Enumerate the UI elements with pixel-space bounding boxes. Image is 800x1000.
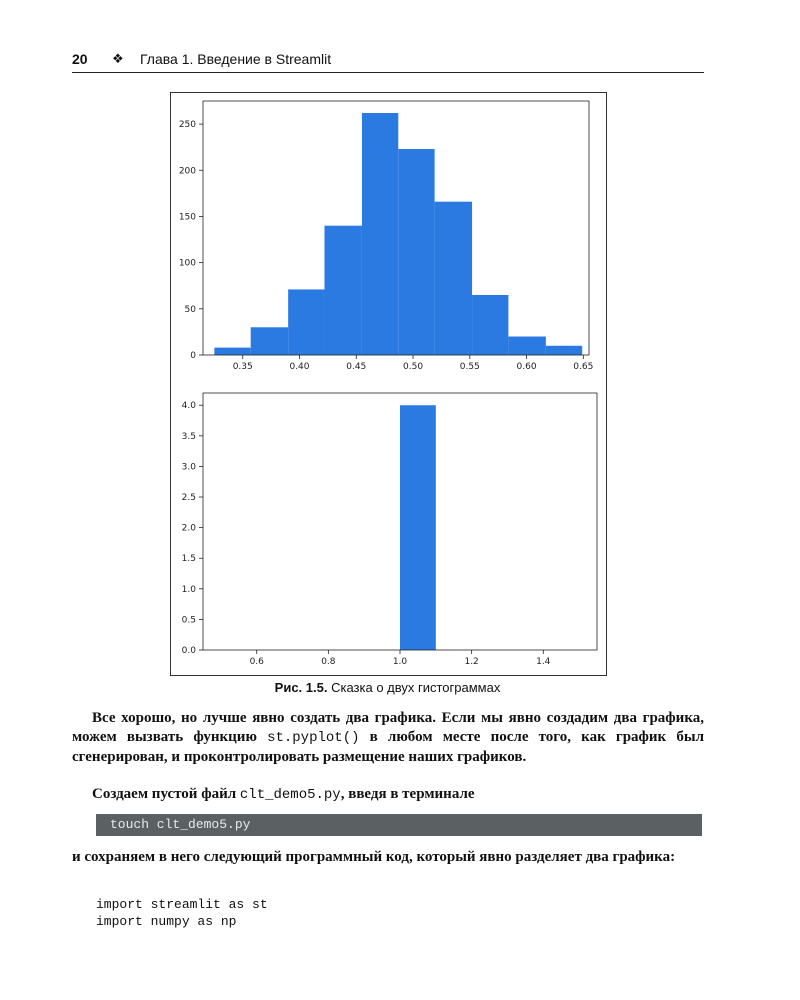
histogram-bar	[400, 405, 436, 650]
p1-text-b: в любом месте после того, как график был сгенерирован, и проконтролировать размещение наших графиков.	[72, 729, 704, 765]
chapter-title: Глава 1. Введение в Streamlit	[140, 51, 332, 67]
y-tick-label: 3.0	[181, 462, 196, 473]
y-tick-label: 4.0	[181, 401, 196, 412]
x-tick-label: 0.8	[321, 657, 336, 667]
x-tick-label: 0.60	[516, 362, 537, 372]
caption-label: Рис. 1.5.	[274, 680, 328, 695]
y-tick-label: 50	[184, 304, 196, 315]
histogram-bar	[472, 295, 508, 355]
histogram-charts	[171, 93, 606, 675]
x-tick-label: 0.40	[289, 362, 310, 372]
histogram-bar	[324, 226, 361, 355]
histogram-bar	[214, 348, 250, 355]
code-listing	[96, 896, 268, 930]
diamond-icon: ❖	[112, 51, 124, 66]
x-tick-label: 1.2	[464, 657, 479, 667]
y-tick-label: 250	[178, 120, 196, 131]
p2-inline-code: clt_demo5.py	[239, 787, 341, 803]
x-tick-label: 0.50	[403, 362, 424, 372]
y-tick-label: 150	[178, 212, 196, 223]
histogram-bar	[435, 202, 472, 355]
histogram-bar	[288, 289, 324, 355]
y-tick-label: 2.0	[181, 523, 196, 534]
page-header	[72, 50, 704, 73]
x-tick-label: 0.35	[232, 362, 253, 372]
x-tick-label: 0.55	[459, 362, 480, 372]
histogram-bar	[398, 149, 434, 355]
y-tick-label: 200	[178, 166, 196, 177]
page-number: 20	[72, 51, 88, 67]
histogram-bar	[362, 113, 398, 355]
x-tick-label: 0.6	[249, 657, 264, 667]
paragraph-1	[72, 709, 704, 767]
p2-text-b: , введя в терминале	[340, 786, 475, 802]
y-tick-label: 0.5	[181, 615, 196, 626]
x-tick-label: 0.45	[346, 362, 367, 372]
y-tick-label: 1.0	[181, 584, 196, 595]
histogram-bar	[508, 337, 545, 355]
histogram-bar	[546, 346, 582, 355]
p2-text-a: Создаем пустой файл	[92, 786, 240, 802]
caption-text: Сказка о двух гистограммах	[331, 680, 501, 695]
figure-caption	[170, 680, 605, 695]
x-tick-label: 1.4	[536, 657, 551, 667]
x-tick-label: 0.65	[573, 362, 594, 372]
code-line: import streamlit as st	[96, 897, 268, 912]
y-tick-label: 0	[190, 351, 196, 361]
p1-text-a: Все хорошо, но лучше явно создать два графика. Если мы явно создадим два графика, можем вызвать функцию	[72, 710, 704, 745]
paragraph-3: и сохраняем в него следующий программный код, который явно разделяет два графика:	[72, 849, 676, 865]
y-tick-label: 2.5	[181, 493, 196, 504]
code-line: import numpy as np	[96, 914, 237, 929]
histogram-bar	[251, 327, 288, 355]
terminal-command-block: touch clt_demo5.py	[96, 814, 702, 836]
y-tick-label: 3.5	[181, 431, 196, 442]
y-tick-label: 100	[178, 258, 196, 269]
paragraph-2	[72, 785, 704, 805]
y-tick-label: 0.0	[181, 646, 196, 656]
y-tick-label: 1.5	[181, 554, 196, 565]
figure-histograms	[170, 92, 607, 676]
p1-inline-code: st.pyplot()	[267, 730, 360, 746]
x-tick-label: 1.0	[392, 657, 408, 667]
